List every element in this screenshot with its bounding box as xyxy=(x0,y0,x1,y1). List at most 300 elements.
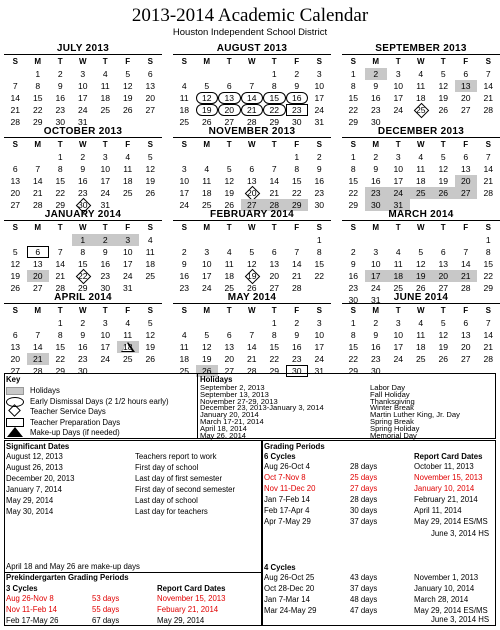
day-cell: 8 xyxy=(485,247,491,257)
weekday-label: T xyxy=(440,223,446,232)
weekday-label: W xyxy=(247,306,256,315)
day-cell: 15 xyxy=(55,342,66,352)
day-cell: 28 xyxy=(483,354,494,364)
day-cell: 17 xyxy=(314,342,325,352)
key-item: Early Dismissal Days (2 1/2 hours early) xyxy=(30,396,169,406)
month-title: SEPTEMBER 2013 xyxy=(342,43,500,55)
day-cell: 24 xyxy=(201,283,212,293)
day-cell: 30 xyxy=(348,295,359,305)
day-cell: 14 xyxy=(483,164,494,174)
weekday-label: T xyxy=(57,57,63,66)
day-cell: 15 xyxy=(55,176,66,186)
day-cell: 27 xyxy=(269,283,280,293)
day-cell: 27 xyxy=(145,105,156,115)
day-cell: 26 xyxy=(438,105,449,115)
day-cell: 22 xyxy=(291,188,302,198)
day-cell: 14 xyxy=(10,93,21,103)
day-cell: 8 xyxy=(316,247,322,257)
day-cell: 19 xyxy=(438,93,449,103)
four-days: 43 days xyxy=(350,573,378,582)
month-title: MARCH 2014 xyxy=(342,209,500,221)
four-period: Jan 7-Mar 14 xyxy=(264,595,310,604)
day-cell: 10 xyxy=(370,259,381,269)
day-cell: 26 xyxy=(145,354,156,364)
weekday-label: F xyxy=(125,57,131,66)
day-cell: 23 xyxy=(179,283,190,293)
day-cell: 27 xyxy=(10,366,21,376)
month-title: AUGUST 2013 xyxy=(173,43,331,55)
prek-days: 55 days xyxy=(92,605,120,614)
day-cell: 14 xyxy=(55,259,66,269)
day-cell: 12 xyxy=(438,164,449,174)
day-cell: 20 xyxy=(27,270,50,282)
empty-cell xyxy=(241,234,264,246)
day-cell: 23 xyxy=(370,105,381,115)
day-cell: 24 xyxy=(100,188,111,198)
day-cell: 20 xyxy=(218,104,241,116)
day-cell: 12 xyxy=(145,164,156,174)
empty-cell xyxy=(27,151,50,163)
day-cell: 28 xyxy=(460,283,471,293)
weekday-label: M xyxy=(203,57,211,66)
day-cell: 12 xyxy=(438,330,449,340)
day-cell: 29 xyxy=(286,199,309,211)
day-cell: 17 xyxy=(393,176,404,186)
day-cell: 12 xyxy=(415,259,426,269)
six-days: 28 days xyxy=(350,462,378,471)
day-cell: 19 xyxy=(10,271,21,281)
day-cell: 22 xyxy=(269,354,280,364)
day-cell: 7 xyxy=(12,81,18,91)
day-cell: 6 xyxy=(147,69,153,79)
day-cell: 28 xyxy=(263,199,286,211)
day-cell: 18 xyxy=(415,93,426,103)
day-cell: 8 xyxy=(271,81,277,91)
weekday-label: S xyxy=(350,223,356,232)
day-cell: 19 xyxy=(145,176,156,186)
weekday-label: F xyxy=(125,306,131,315)
day-cell: 30 xyxy=(314,200,325,210)
day-cell: 1 xyxy=(316,235,322,245)
day-cell: 1 xyxy=(271,318,277,328)
day-cell: 4 xyxy=(181,81,187,91)
day-cell: 14 xyxy=(246,342,257,352)
holiday-name: Martin Luther King, Jr. Day xyxy=(370,410,460,420)
day-cell: 27 xyxy=(32,283,43,293)
day-cell: 18 xyxy=(387,270,410,282)
empty-cell xyxy=(173,317,196,329)
significant-date: May 29, 2014 xyxy=(6,496,54,505)
prek-period: Nov 11-Feb 14 xyxy=(6,605,57,614)
six-days: 27 days xyxy=(350,484,378,493)
day-cell: 12 xyxy=(246,259,257,269)
empty-cell xyxy=(4,234,27,246)
day-cell: 11 xyxy=(145,247,155,257)
six-period: Aug 26-Oct 4 xyxy=(264,462,310,471)
month-10 xyxy=(173,292,331,377)
holiday-date: December 23, 2013-January 3, 2014 xyxy=(200,403,324,413)
day-cell: 30 xyxy=(370,117,381,127)
empty-cell xyxy=(4,151,27,163)
day-cell: 7 xyxy=(35,164,41,174)
empty-cell xyxy=(410,234,433,246)
six-report-date: February 21, 2014 xyxy=(414,495,478,504)
day-cell: 14 xyxy=(241,92,264,104)
prek-period: Aug 26-Nov 8 xyxy=(6,594,54,603)
empty-cell xyxy=(432,234,455,246)
key-box-icon xyxy=(6,418,24,427)
significant-date: August 12, 2013 xyxy=(6,452,63,461)
empty-cell xyxy=(27,317,50,329)
day-cell: 29 xyxy=(55,200,66,210)
empty-cell xyxy=(218,234,241,246)
day-cell: 19 xyxy=(196,104,219,116)
significant-date: December 20, 2013 xyxy=(6,474,75,483)
day-cell: 8 xyxy=(350,330,356,340)
weekday-label: S xyxy=(485,57,491,66)
day-cell: 27 xyxy=(241,199,264,211)
day-cell: 18 xyxy=(179,105,190,115)
prek-days: 53 days xyxy=(92,594,120,603)
empty-cell xyxy=(196,151,219,163)
day-cell: 7 xyxy=(463,247,469,257)
day-cell: 7 xyxy=(485,69,491,79)
day-cell: 19 xyxy=(201,354,212,364)
six-report-date: April 11, 2014 xyxy=(414,506,462,515)
month-2 xyxy=(342,43,500,128)
day-cell: 16 xyxy=(77,342,88,352)
significant-event: Last day for teachers xyxy=(135,507,208,516)
day-cell: 25 xyxy=(410,187,433,199)
day-cell: 14 xyxy=(291,259,302,269)
empty-cell xyxy=(173,234,196,246)
four-period: Mar 24-May 29 xyxy=(264,606,317,615)
day-cell: 14 xyxy=(32,342,43,352)
day-cell: 10 xyxy=(393,330,404,340)
day-cell: 24 xyxy=(122,271,133,281)
day-cell: 27 xyxy=(460,105,471,115)
holidays-title: Holidays xyxy=(200,375,233,384)
day-cell: 28 xyxy=(32,200,43,210)
day-cell: 25 xyxy=(122,188,133,198)
weekday-label: M xyxy=(34,57,42,66)
day-cell: 15 xyxy=(483,259,494,269)
day-cell: 8 xyxy=(57,330,63,340)
key-holiday-swatch xyxy=(6,387,24,395)
holiday-name: Spring Break xyxy=(370,417,414,426)
day-cell: 16 xyxy=(100,259,111,269)
weekday-label: W xyxy=(416,140,425,149)
day-cell: 15 xyxy=(348,176,359,186)
weekday-label: T xyxy=(102,140,108,149)
month-title: FEBRUARY 2014 xyxy=(173,209,331,221)
six-days: 25 days xyxy=(350,473,378,482)
day-cell: 29 xyxy=(269,117,280,127)
day-cell: 25 xyxy=(100,105,111,115)
weekday-label: M xyxy=(372,223,380,232)
empty-cell xyxy=(241,151,264,163)
day-cell: 1 xyxy=(57,152,63,162)
day-cell: 18 xyxy=(100,93,111,103)
weekday-label: S xyxy=(147,57,153,66)
day-cell: 20 xyxy=(460,93,471,103)
weekday-label: W xyxy=(78,57,87,66)
empty-cell xyxy=(218,317,241,329)
day-cell: 21 xyxy=(483,93,494,103)
weekday-label: T xyxy=(395,223,401,232)
day-cell: 17 xyxy=(393,342,404,352)
day-cell: 31 xyxy=(314,117,325,127)
day-cell: 26 xyxy=(224,200,235,210)
day-cell: 26 xyxy=(246,283,257,293)
day-cell: 13 xyxy=(218,92,241,104)
day-cell: 22 xyxy=(55,188,66,198)
page-title: 2013-2014 Academic Calendar xyxy=(131,5,369,26)
six-period: Jan 7-Feb 14 xyxy=(264,495,310,504)
day-cell: 25 xyxy=(179,366,190,376)
empty-cell xyxy=(218,68,241,80)
weekday-label: F xyxy=(463,57,469,66)
day-cell: 31 xyxy=(100,200,111,210)
day-cell: 6 xyxy=(226,81,232,91)
day-cell: 27 xyxy=(438,283,449,293)
day-cell: 30 xyxy=(370,366,381,376)
day-cell: 23 xyxy=(314,188,325,198)
day-cell: 21 xyxy=(483,342,494,352)
weekday-label: S xyxy=(12,57,18,66)
day-cell: 13 xyxy=(32,259,43,269)
day-cell: 26 xyxy=(145,188,156,198)
holiday-name: Winter Break xyxy=(370,403,414,413)
day-cell: 22 xyxy=(348,105,359,115)
day-cell: 30 xyxy=(291,117,302,127)
empty-cell xyxy=(387,234,410,246)
four-report-date: March 28, 2014 xyxy=(414,595,469,604)
weekday-label: S xyxy=(181,223,187,232)
day-cell: 26 xyxy=(415,283,426,293)
day-cell: 3 xyxy=(181,164,187,174)
four-cycles-title: 4 Cycles xyxy=(264,563,296,572)
day-cell: 1 xyxy=(57,318,63,328)
day-cell: 10 xyxy=(314,81,325,91)
day-cell: 24 xyxy=(77,105,88,115)
holiday-name: Thanksgiving xyxy=(370,396,415,406)
day-cell: 29 xyxy=(483,283,494,293)
day-cell: 2 xyxy=(294,318,300,328)
day-cell: 16 xyxy=(179,271,190,281)
significant-date: August 26, 2013 xyxy=(6,463,63,472)
day-cell: 15 xyxy=(269,342,280,352)
empty-cell xyxy=(173,151,196,163)
day-cell: 30 xyxy=(100,283,111,293)
day-cell: 5 xyxy=(440,318,446,328)
day-cell: 20 xyxy=(224,354,235,364)
day-cell: 2 xyxy=(365,68,388,80)
day-cell: 21 xyxy=(455,270,478,282)
prek-report-date: Febuary 21, 2014 xyxy=(157,605,219,614)
day-cell: 21 xyxy=(55,271,66,281)
weekday-label: T xyxy=(271,57,277,66)
day-cell: 13 xyxy=(438,259,449,269)
prek-days: 67 days xyxy=(92,616,120,625)
day-cell: 12 xyxy=(438,81,449,91)
empty-cell xyxy=(241,317,264,329)
day-cell: 15 xyxy=(77,259,88,269)
six-days: 30 days xyxy=(350,506,378,515)
day-cell: 8 xyxy=(294,164,300,174)
day-cell: 4 xyxy=(181,330,187,340)
day-cell: 28 xyxy=(291,283,302,293)
weekday-label: M xyxy=(203,223,211,232)
day-cell: 7 xyxy=(271,164,277,174)
weekday-label: S xyxy=(181,306,187,315)
day-cell: 23 xyxy=(348,283,359,293)
month-0 xyxy=(4,43,162,128)
weekday-label: T xyxy=(57,223,63,232)
day-cell: 4 xyxy=(418,152,424,162)
day-cell: 26 xyxy=(10,283,21,293)
day-cell: 16 xyxy=(348,271,359,281)
weekday-label: F xyxy=(125,140,131,149)
day-cell: 25 xyxy=(201,200,212,210)
day-cell: 24 xyxy=(100,354,111,364)
day-cell: 5 xyxy=(418,247,424,257)
weekday-label: T xyxy=(226,140,232,149)
day-cell: 21 xyxy=(483,176,494,186)
day-cell: 1 xyxy=(72,234,95,246)
day-cell: 20 xyxy=(455,175,478,187)
day-cell: 25 xyxy=(393,283,404,293)
empty-cell xyxy=(4,317,27,329)
weekday-label: M xyxy=(372,57,380,66)
empty-cell xyxy=(218,151,241,163)
day-cell: 24 xyxy=(370,283,381,293)
day-cell: 2 xyxy=(294,69,300,79)
day-cell: 13 xyxy=(455,80,478,92)
weekday-label: M xyxy=(372,140,380,149)
day-cell: 2 xyxy=(94,234,117,246)
day-cell: 27 xyxy=(460,354,471,364)
weekday-label: T xyxy=(271,223,277,232)
six-period: Apr 7-May 29 xyxy=(264,517,311,526)
day-cell: 26 xyxy=(122,105,133,115)
six-report-date: January 10, 2014 xyxy=(414,484,475,493)
day-cell: 26 xyxy=(438,354,449,364)
key-item: Make-up Days (if needed) xyxy=(30,428,120,437)
day-cell: 9 xyxy=(373,81,379,91)
day-cell: 6 xyxy=(463,69,469,79)
weekday-label: S xyxy=(485,306,491,315)
weekday-label: W xyxy=(416,306,425,315)
weekday-label: S xyxy=(12,223,18,232)
day-cell: 4 xyxy=(226,247,232,257)
day-cell: 12 xyxy=(201,342,212,352)
weekday-label: F xyxy=(294,223,300,232)
six-days: 37 days xyxy=(350,517,378,526)
day-cell: 24 xyxy=(314,105,325,115)
day-cell: 26 xyxy=(196,365,219,377)
day-cell: 20 xyxy=(269,271,280,281)
day-cell: 9 xyxy=(80,330,86,340)
day-cell: 9 xyxy=(181,259,187,269)
holiday-date: September 13, 2013 xyxy=(200,389,269,399)
day-cell: 11 xyxy=(100,81,110,91)
day-cell: 14 xyxy=(483,81,494,91)
weekday-label: T xyxy=(102,306,108,315)
day-cell: 16 xyxy=(370,93,381,103)
six-days: 28 days xyxy=(350,495,378,504)
day-cell: 4 xyxy=(125,318,131,328)
day-cell: 7 xyxy=(57,247,63,257)
day-cell: 5 xyxy=(226,164,232,174)
six-report-date: May 29, 2014 ES/MS xyxy=(414,517,488,526)
weekday-label: F xyxy=(463,306,469,315)
weekday-label: S xyxy=(316,306,322,315)
day-cell: 20 xyxy=(241,187,264,199)
empty-cell xyxy=(286,234,309,246)
day-cell: 2 xyxy=(57,69,63,79)
significant-event: First day of school xyxy=(135,463,199,472)
key-title: Key xyxy=(6,375,21,384)
month-title: NOVEMBER 2013 xyxy=(173,126,331,138)
four-days: 47 days xyxy=(350,606,378,615)
day-cell: 21 xyxy=(10,105,21,115)
six-period: Oct 7-Nov 8 xyxy=(264,473,306,482)
day-cell: 20 xyxy=(460,342,471,352)
day-cell: 28 xyxy=(246,366,257,376)
holiday-name: Labor Day xyxy=(370,383,406,392)
weekday-label: S xyxy=(350,306,356,315)
day-cell: 9 xyxy=(350,259,356,269)
day-cell: 19 xyxy=(122,93,133,103)
day-cell: 15 xyxy=(32,93,43,103)
day-cell: 15 xyxy=(348,342,359,352)
day-cell: 1 xyxy=(350,69,356,79)
day-cell: 13 xyxy=(460,330,471,340)
month-title: OCTOBER 2013 xyxy=(4,126,162,138)
holiday-date: January 20, 2014 xyxy=(200,410,259,420)
day-cell: 30 xyxy=(77,366,88,376)
day-cell: 22 xyxy=(55,354,66,364)
empty-cell xyxy=(27,234,50,246)
day-cell: 13 xyxy=(246,176,257,186)
six-report-date: November 15, 2013 xyxy=(414,473,483,482)
day-cell: 23 xyxy=(370,354,381,364)
day-cell: 28 xyxy=(10,117,21,127)
day-cell: 22 xyxy=(348,354,359,364)
day-cell: 27 xyxy=(10,200,21,210)
grading-report-title: Report Card Dates xyxy=(414,452,483,461)
weekday-label: T xyxy=(226,57,232,66)
weekday-label: S xyxy=(181,140,187,149)
day-cell: 4 xyxy=(204,164,210,174)
empty-cell xyxy=(455,234,478,246)
day-cell: 9 xyxy=(102,247,108,257)
day-cell: 17 xyxy=(77,93,88,103)
weekday-label: F xyxy=(294,57,300,66)
day-cell: 29 xyxy=(348,366,359,376)
day-cell: 24 xyxy=(393,354,404,364)
day-cell: 5 xyxy=(440,152,446,162)
day-cell: 1 xyxy=(350,318,356,328)
weekday-label: M xyxy=(203,306,211,315)
day-cell: 5 xyxy=(147,152,153,162)
weekday-label: F xyxy=(463,223,469,232)
day-cell: 5 xyxy=(204,330,210,340)
day-cell: 18 xyxy=(145,259,156,269)
day-cell: 21 xyxy=(269,188,280,198)
weekday-label: W xyxy=(416,223,425,232)
